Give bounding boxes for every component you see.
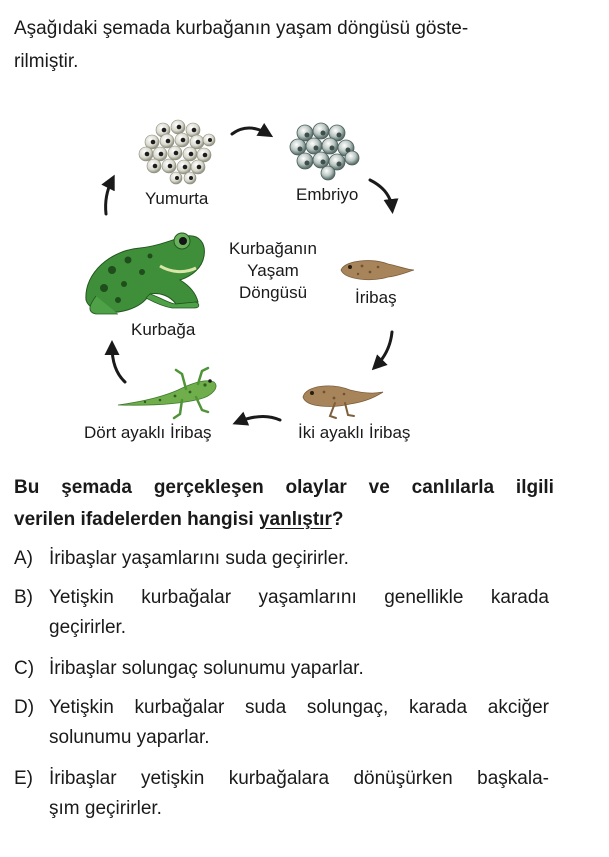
question-word: ilgili [515,477,554,498]
question-word: gerçekleşen [153,477,264,498]
option-text-line-1 [49,587,549,609]
option-text-line-1 [49,697,549,719]
option-key: D) [14,697,35,718]
option-word: Yetişkin [49,697,114,718]
stage-label-tadpole: İribaş [355,288,397,307]
option-word: Yetişkin [49,587,114,608]
option-text-line-1 [49,768,549,790]
question-word: Bu [14,477,40,498]
option-key: C) [14,658,35,679]
option-text-line-2: şım geçirirler. [49,798,162,819]
intro-line-1: Aşağıdaki şemada kurbağanın yaşam döngüsü göste- [14,18,469,39]
tadpole-icon [341,261,414,280]
question-word: canlılarla [411,477,495,498]
stage-label-frog: Kurbağa [131,320,196,339]
question-mark: ? [331,509,344,530]
option-text: İribaşlar solungaç solunumu yaparlar. [49,658,364,679]
stage-label-embryo: Embriyo [296,185,359,204]
option-word: karada [408,697,468,718]
center-title-line-3: Döngüsü [238,283,308,302]
embryo-cluster-icon [290,123,359,180]
center-title-line-1: Kurbağanın [229,239,317,258]
option-key: E) [14,768,33,789]
diagram-center-title [213,238,333,304]
option-word: kurbağalara [228,768,330,789]
option-key: B) [14,587,33,608]
question-underlined-word: yanlıştır [258,509,332,530]
intro-line-2: rilmiştir. [14,51,79,72]
life-cycle-diagram [0,100,609,460]
option-text-line-2: geçirirler. [49,617,127,638]
question-line-2-start: verilen ifadelerden hangisi [14,509,259,530]
option-word: suda [244,697,287,718]
stage-label-egg: Yumurta [145,189,209,208]
option-word: solungaç, [306,697,389,718]
option-text: İribaşlar yaşamlarını suda geçirirler. [49,548,349,569]
option-word: dönüşürken [353,768,453,789]
question-word: olaylar [285,477,347,498]
question-word: şemada [61,477,132,498]
question-line-2 [14,504,554,536]
option-key: A) [14,548,33,569]
four-legged-tadpole-icon [118,368,216,418]
option-word: genellikle [384,587,464,608]
question-line-1 [14,472,554,504]
question-word: ve [368,477,390,498]
option-word: kurbağalar [134,697,225,718]
option-word: akciğer [487,697,549,718]
egg-cluster-icon [139,120,215,184]
option-word: yaşamlarını [258,587,357,608]
option-word: karada [490,587,549,608]
two-legged-tadpole-icon [303,386,383,418]
option-word: kurbağalar [141,587,232,608]
frog-icon [86,233,204,314]
option-text-line-2: solunumu yaparlar. [49,727,210,748]
intro-text [14,12,574,78]
center-title-line-2: Yaşam [247,261,299,280]
option-word: yetişkin [140,768,205,789]
stage-label-four-legged-tadpole: Dört ayaklı İribaş [84,423,212,442]
option-word: başkala- [477,768,549,789]
option-word: İribaşlar [49,768,117,789]
stage-label-two-legged-tadpole: İki ayaklı İribaş [298,423,411,442]
question-text [14,472,554,536]
